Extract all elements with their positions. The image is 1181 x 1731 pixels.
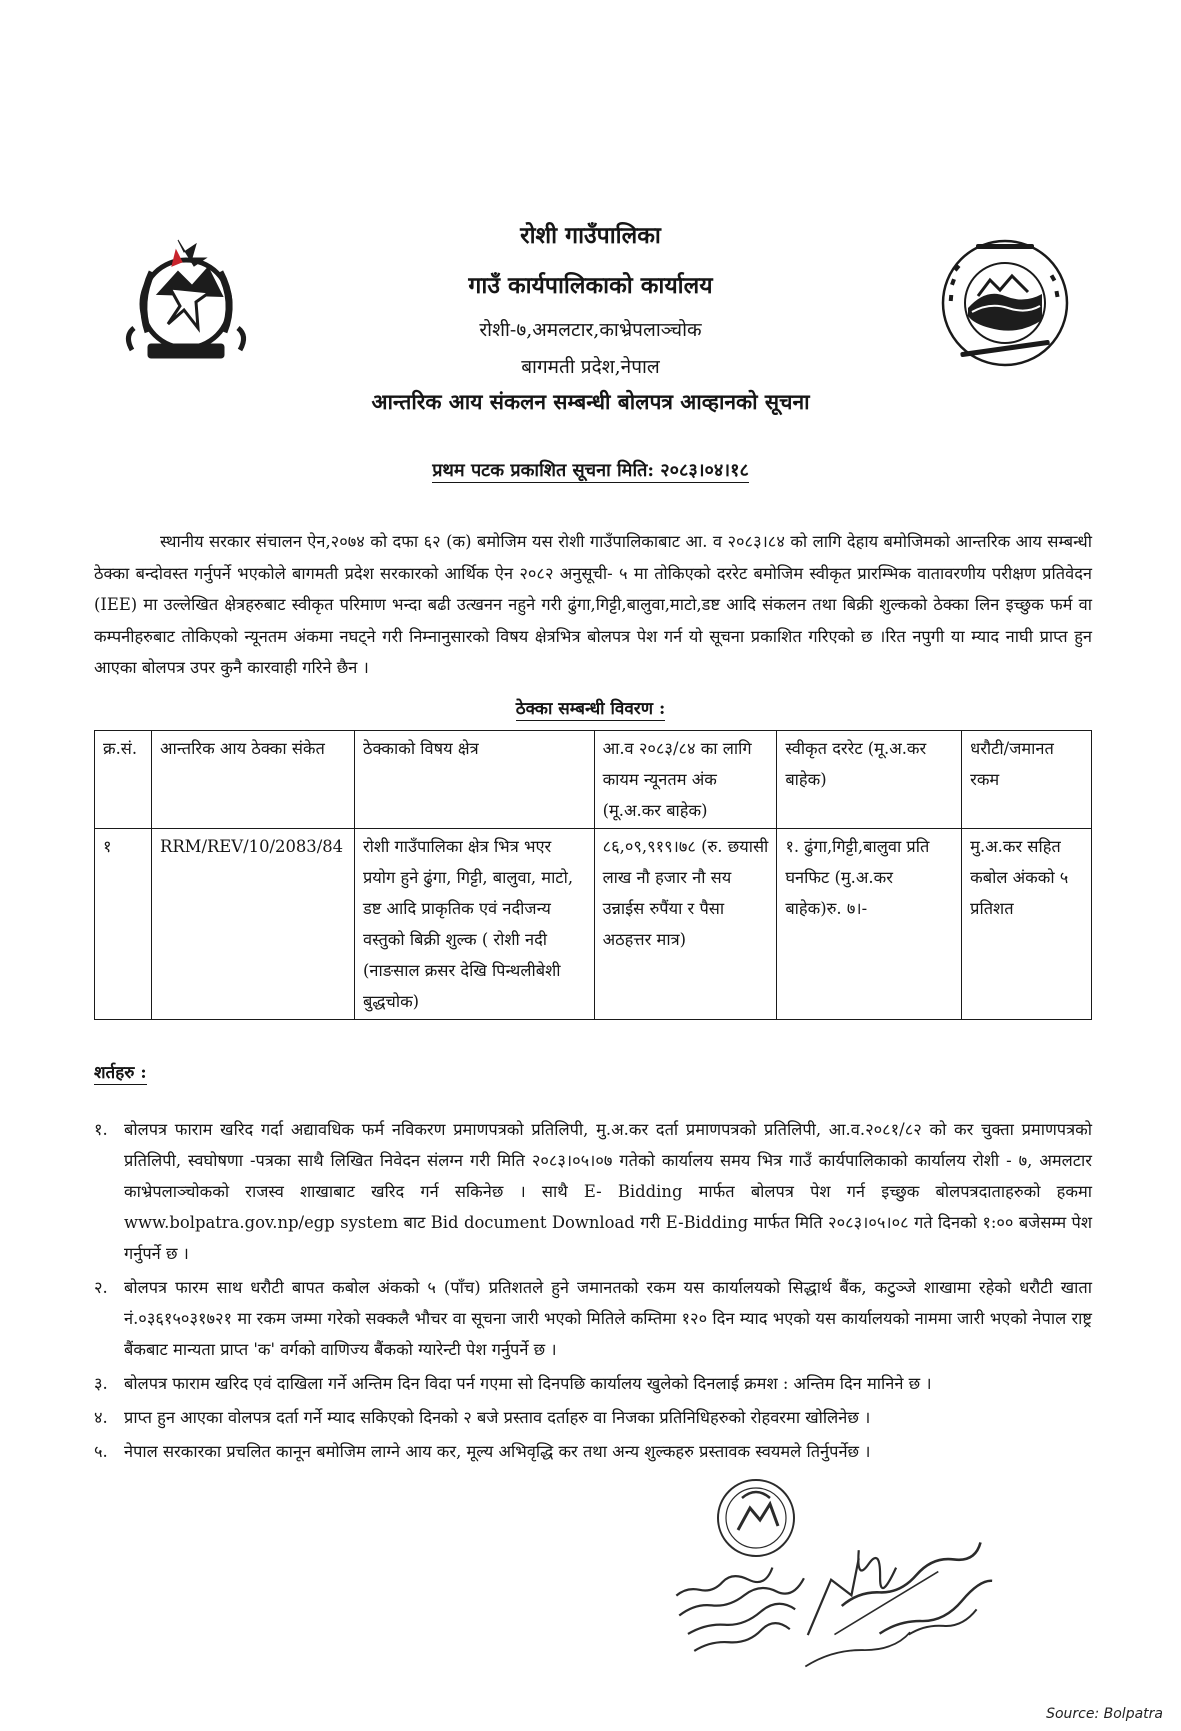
condition-text: बोलपत्र फाराम खरिद गर्दा अद्यावधिक फर्म नविकरण प्रमाणपत्रको प्रतिलिपी, मु.अ.कर दर्ता प्रमाणपत्रको प्रतिलिपी, आ.व.२०८१/८२ को कर चुक्ता प्रमाणपत्रको प्रतिलिपी, स्वघोषणा -पत्रका साथै लिखित निवेदन संलग्न गरी मिति २०८३।०५।०७ गतेको कार्यालय समय भित्र गाउँ कार्यपालिकाको कार्यालय रोशी - ७, अमलटार काभ्रेपलाञ्चोकको राजस्व शाखाबाट खरिद गर्न सकिनेछ । साथै E- Bidding मार्फत बोलपत्र पेश गर्न इच्छुक बोलपत्रदाताहरुको हकमा www.bolpatra.gov.np/egp system बाट Bid document Download गरी E-Bidding मार्फत मिति २०८३।०५।०८ गते दिनको १:०० बजेसम्म पेश गर्नुपर्ने छ । xyxy=(124,1120,1092,1263)
published-date: प्रथम पटक प्रकाशित सूचना मिति: २०८३।०४।१८ xyxy=(432,460,749,481)
condition-item xyxy=(94,1114,1092,1269)
condition-item xyxy=(94,1368,1092,1399)
source-credit: Source: Bolpatra xyxy=(1046,1706,1163,1722)
header-subject-area: ठेक्काको विषय क्षेत्र xyxy=(354,731,594,829)
condition-number: ३. xyxy=(94,1374,108,1393)
cell-minimum-amount: ८६,०९,९१९।७८ (रु. छयासी लाख नौ हजार नौ सय उन्नाईस रुपैंया र पैसा अठहत्तर मात्र) xyxy=(594,829,777,1020)
header-approved-rate: स्वीकृत दररेट (मू.अ.कर बाहेक) xyxy=(777,731,962,829)
notice-title: आन्तरिक आय संकलन सम्बन्धी बोलपत्र आव्हानको सूचना xyxy=(371,389,810,414)
office-name: गाउँ कार्यपालिकाको कार्यालय xyxy=(468,272,713,299)
cell-subject-area: रोशी गाउँपालिका क्षेत्र भित्र भएर प्रयोग हुने ढुंगा, गिट्टी, बालुवा, माटो, डष्ट आदि प्राकृतिक एवं नदीजन्य वस्तुको बिक्री शुल्क ( रोशी नदी (नाङसाल क्रसर देखि पिन्थलीबेशी बुद्धचोक) xyxy=(354,829,594,1020)
cell-deposit-amount: मु.अ.कर सहित कबोल अंकको ५ प्रतिशत xyxy=(962,829,1092,1020)
conditions-heading: शर्तहरु : xyxy=(94,1063,147,1083)
cell-approved-rate: १. ढुंगा,गिट्टी,बालुवा प्रति घनफिट (मु.अ.कर बाहेक)रु. ७।- xyxy=(777,829,962,1020)
header-serial: क्र.सं. xyxy=(95,731,152,829)
condition-item xyxy=(94,1436,1092,1467)
conditions-list xyxy=(94,1114,1092,1470)
table-header-row xyxy=(95,731,1092,829)
office-address: रोशी-७,अमलटार,काभ्रेपलाञ्चोक xyxy=(479,319,702,341)
condition-text: बोलपत्र फाराम खरिद एवं दाखिला गर्ने अन्तिम दिन विदा पर्न गएमा सो दिनपछि कार्यालय खुलेको दिनलाई क्रमश : अन्तिम दिन मानिने छ । xyxy=(124,1374,932,1393)
office-stamp-icon xyxy=(672,1468,1002,1708)
cell-contract-code: RRM/REV/10/2083/84 xyxy=(151,829,354,1020)
table-row xyxy=(95,829,1092,1020)
contract-details-table xyxy=(94,730,1092,1020)
municipality-name: रोशी गाउँपालिका xyxy=(520,222,661,249)
condition-text: प्राप्त हुन आएका वोलपत्र दर्ता गर्ने म्याद सकिएको दिनको २ बजे प्रस्ताव दर्ताहरु वा निजका प्रतिनिधिहरुको रोहवरमा खोलिनेछ । xyxy=(124,1408,871,1427)
condition-item xyxy=(94,1272,1092,1365)
province-country: बागमती प्रदेश,नेपाल xyxy=(521,356,660,378)
cell-serial: १ xyxy=(95,829,152,1020)
condition-number: १. xyxy=(94,1120,108,1139)
condition-text: नेपाल सरकारका प्रचलित कानून बमोजिम लाग्ने आय कर, मूल्य अभिवृद्धि कर तथा अन्य शुल्कहरु प्रस्तावक स्वयमले तिर्नुपर्नेछ । xyxy=(124,1442,871,1461)
header-deposit-amount: धरौटी/जमानत रकम xyxy=(962,731,1092,829)
condition-number: ४. xyxy=(94,1408,108,1427)
header-contract-code: आन्तरिक आय ठेक्का संकेत xyxy=(151,731,354,829)
condition-item xyxy=(94,1402,1092,1433)
condition-number: २. xyxy=(94,1278,108,1297)
table-caption: ठेक्का सम्बन्धी विवरण : xyxy=(515,699,666,719)
condition-text: बोलपत्र फारम साथ धरौटी बापत कबोल अंकको ५ (पाँच) प्रतिशतले हुने जमानतको रकम यस कार्यालयको सिद्धार्थ बैंक, कटुञ्जे शाखामा रहेको धरौटी खाता नं.०३६१५०३१७२१ मा रकम जम्मा गरेको सक्कलै भौचर वा सूचना जारी भएको मितिले कम्तिमा १२० दिन म्याद भएको यस कार्यालयको नाममा जारी भएको नेपाल राष्ट्र बैंकबाट मान्यता प्राप्त 'क' वर्गको वाणिज्य बैंकको ग्यारेन्टी पेश गर्नुपर्ने छ । xyxy=(124,1278,1092,1359)
roshi-municipality-seal-icon xyxy=(938,236,1072,370)
nepal-government-emblem-icon xyxy=(118,232,254,372)
condition-number: ५. xyxy=(94,1442,108,1461)
header-minimum-amount: आ.व २०८३/८४ का लागि कायम न्यूनतम अंक (मू.अ.कर बाहेक) xyxy=(594,731,777,829)
intro-paragraph: स्थानीय सरकार संचालन ऐन,२०७४ को दफा ६२ (क) बमोजिम यस रोशी गाउँपालिकाबाट आ. व २०८३।८४ को लागि देहाय बमोजिमको आन्तरिक आय सम्बन्धी ठेक्का बन्दोवस्त गर्नुपर्ने भएकोले बागमती प्रदेश सरकारको आर्थिक ऐन २०८२ अनुसूची- ५ मा तोकिएको दररेट बमोजिम स्वीकृत प्रारम्भिक वातावरणीय परीक्षण प्रतिवेदन (IEE) मा उल्लेखित क्षेत्रहरुबाट स्वीकृत परिमाण भन्दा बढी उत्खनन नहुने गरी ढुंगा,गिट्टी,बालुवा,माटो,डष्ट आदि संकलन तथा बिक्री शुल्कको ठेक्का लिन इच्छुक फर्म वा कम्पनीहरुबाट तोकिएको न्यूनतम अंकमा नघट्ने गरी निम्नानुसारको विषय क्षेत्रभित्र बोलपत्र पेश गर्न यो सूचना प्रकाशित गरिएको छ ।रित नपुगी या म्याद नाघी प्राप्त हुन आएका बोलपत्र उपर कुनै कारवाही गरिने छैन । xyxy=(94,532,1092,677)
